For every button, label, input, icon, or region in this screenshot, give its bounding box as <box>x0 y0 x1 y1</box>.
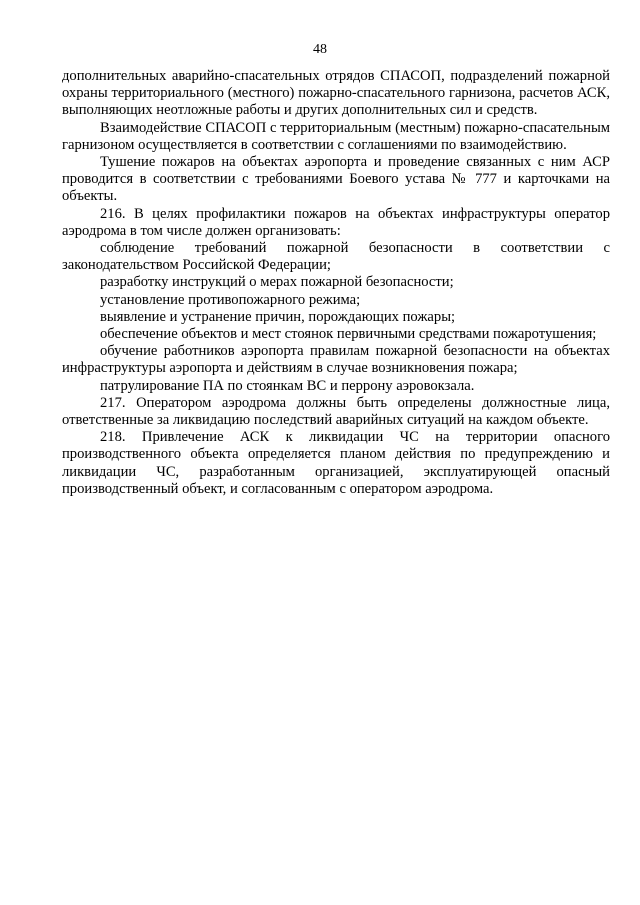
paragraph-218: 218. Привлечение АСК к ликвидации ЧС на территории опасного производственного объекта определяется планом действия по предупреждению и ликвидации ЧС, разработанным организацией, эксплуатирующей опасный производственный объект, и согласованным с оператором аэродрома. <box>62 429 610 497</box>
paragraph-217: 217. Оператором аэродрома должны быть определены должностные лица, ответственные за ликвидацию последствий аварийных ситуаций на каждом объекте. <box>62 394 610 429</box>
document-body <box>62 68 610 498</box>
list-item-patrol: патрулирование ПА по стоянкам ВС и перрону аэровокзала. <box>100 377 475 394</box>
paragraph-continuation: дополнительных аварийно-спасательных отрядов СПАСОП, подразделений пожарной охраны территориального (местного) пожарно-спасательного гарнизона, расчетов АСК, выполняющих неотложные работы и других дополнительных сил и средств. <box>62 68 610 119</box>
list-item-fire-regime: установление противопожарного режима; <box>100 291 361 308</box>
page-number: 48 <box>313 42 327 57</box>
list-item-extinguishers: обеспечение объектов и мест стоянок первичными средствами пожаротушения; <box>100 326 597 343</box>
paragraph-interaction: Взаимодействие СПАСОП с территориальным (местным) пожарно-спасательным гарнизоном осуществляется в соответствии с соглашениями по взаимодействию. <box>62 119 610 153</box>
list-item-causes: выявление и устранение причин, порождающих пожары; <box>100 308 456 325</box>
list-item-compliance: соблюдение требований пожарной безопасности в соответствии с законодательством Российской Федерации; <box>62 240 610 274</box>
list-item-instructions: разработку инструкций о мерах пожарной безопасности; <box>100 274 454 291</box>
list-item-training: обучение работников аэропорта правилам пожарной безопасности на объектах инфраструктуры аэропорта и действиям в случае возникновения пожара; <box>62 343 610 377</box>
paragraph-216: 216. В целях профилактики пожаров на объектах инфраструктуры оператор аэродрома в том числе должен организовать: <box>62 205 610 239</box>
paragraph-firefighting: Тушение пожаров на объектах аэропорта и проведение связанных с ним АСР проводится в соответствии с требованиями Боевого устава № 777 и карточками на объекты. <box>62 154 610 205</box>
